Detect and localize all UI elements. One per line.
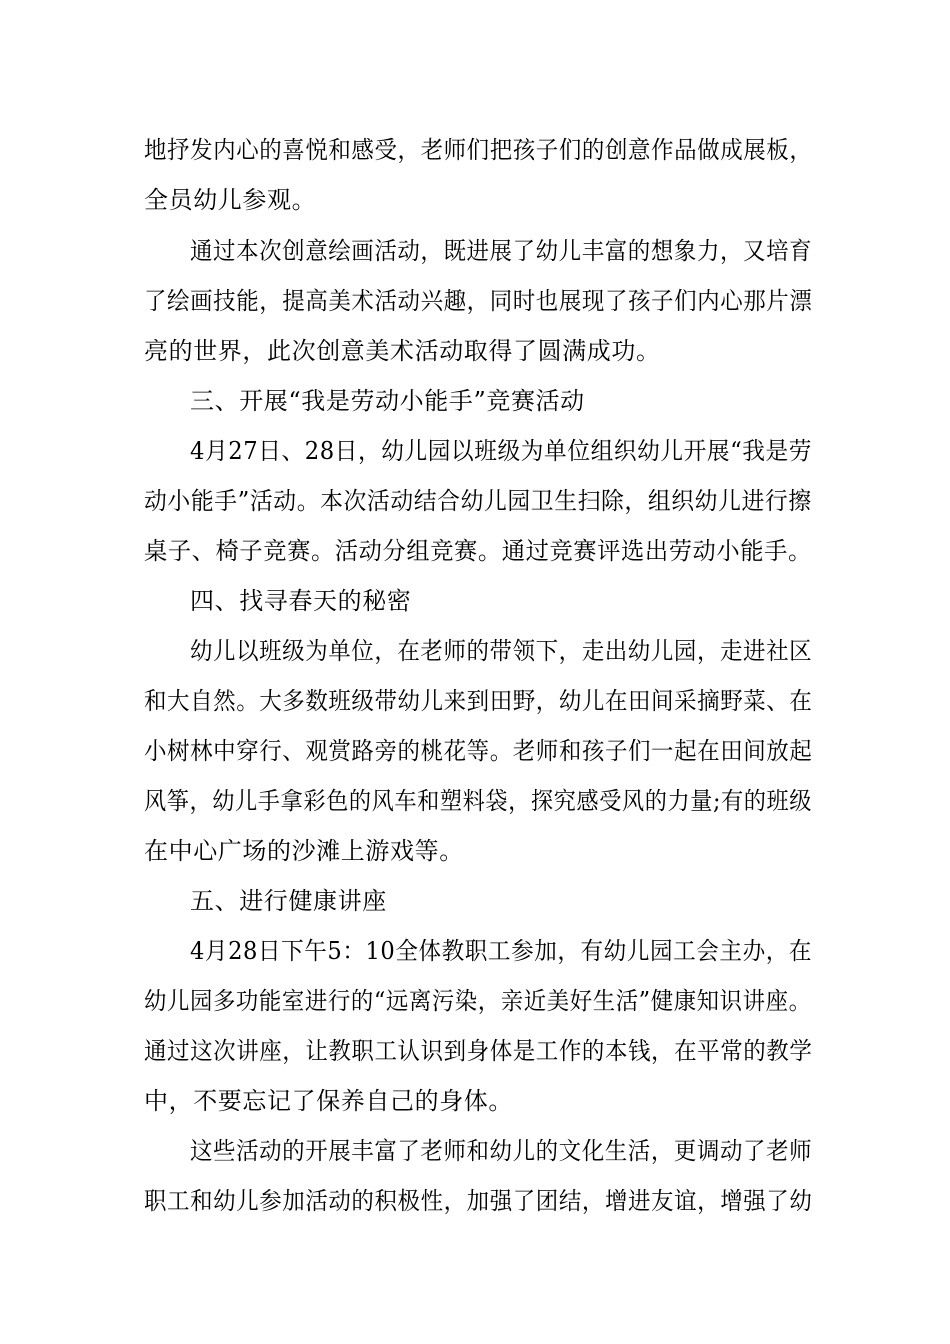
text-line: 小树林中穿行、观赏路旁的桃花等。老师和孩子们一起在田间放起 bbox=[144, 737, 813, 765]
paragraph-first-line: 幼儿以班级为单位，在老师的带领下，走出幼儿园，走进社区 bbox=[190, 637, 813, 665]
text-line: 职工和幼儿参加活动的积极性，加强了团结，增进友谊，增强了幼 bbox=[144, 1187, 813, 1215]
text-line: 动小能手”活动。本次活动结合幼儿园卫生扫除，组织幼儿进行擦 bbox=[144, 487, 812, 515]
text-line: 全员幼儿参观。 bbox=[144, 186, 317, 214]
text-line: 和大自然。大多数班级带幼儿来到田野，幼儿在田间采摘野菜、在 bbox=[144, 687, 813, 715]
text-line: 桌子、椅子竞赛。活动分组竞赛。通过竞赛评选出劳动小能手。 bbox=[144, 537, 812, 565]
text-line: 在中心广场的沙滩上游戏等。 bbox=[144, 837, 464, 865]
section-heading: 四、找寻春天的秘密 bbox=[190, 587, 412, 615]
paragraph-first-line: 通过本次创意绘画活动，既进展了幼儿丰富的想象力，又培育 bbox=[190, 237, 813, 265]
text-line: 了绘画技能，提高美术活动兴趣，同时也展现了孩子们内心那片漂 bbox=[144, 287, 813, 315]
text-line: 亮的世界，此次创意美术活动取得了圆满成功。 bbox=[144, 337, 661, 365]
text-line: 幼儿园多功能室进行的“远离污染，亲近美好生活”健康知识讲座。 bbox=[144, 987, 812, 1015]
text-line: 风筝，幼儿手拿彩色的风车和塑料袋，探究感受风的力量;有的班级 bbox=[144, 787, 813, 815]
text-line: 地抒发内心的喜悦和感受，老师们把孩子们的创意作品做成展板， bbox=[144, 136, 813, 164]
paragraph-first-line: 这些活动的开展丰富了老师和幼儿的文化生活，更调动了老师 bbox=[190, 1137, 813, 1165]
section-heading: 三、开展“我是劳动小能手”竞赛活动 bbox=[190, 387, 585, 415]
paragraph-first-line: 4月28日下午5：10全体教职工参加，有幼儿园工会主办，在 bbox=[190, 937, 813, 965]
paragraph-first-line: 4月27日、28日，幼儿园以班级为单位组织幼儿开展“我是劳 bbox=[190, 437, 813, 465]
text-line: 中，不要忘记了保养自己的身体。 bbox=[144, 1087, 513, 1115]
section-heading: 五、进行健康讲座 bbox=[190, 887, 387, 915]
text-line: 通过这次讲座，让教职工认识到身体是工作的本钱，在平常的教学 bbox=[144, 1037, 813, 1065]
